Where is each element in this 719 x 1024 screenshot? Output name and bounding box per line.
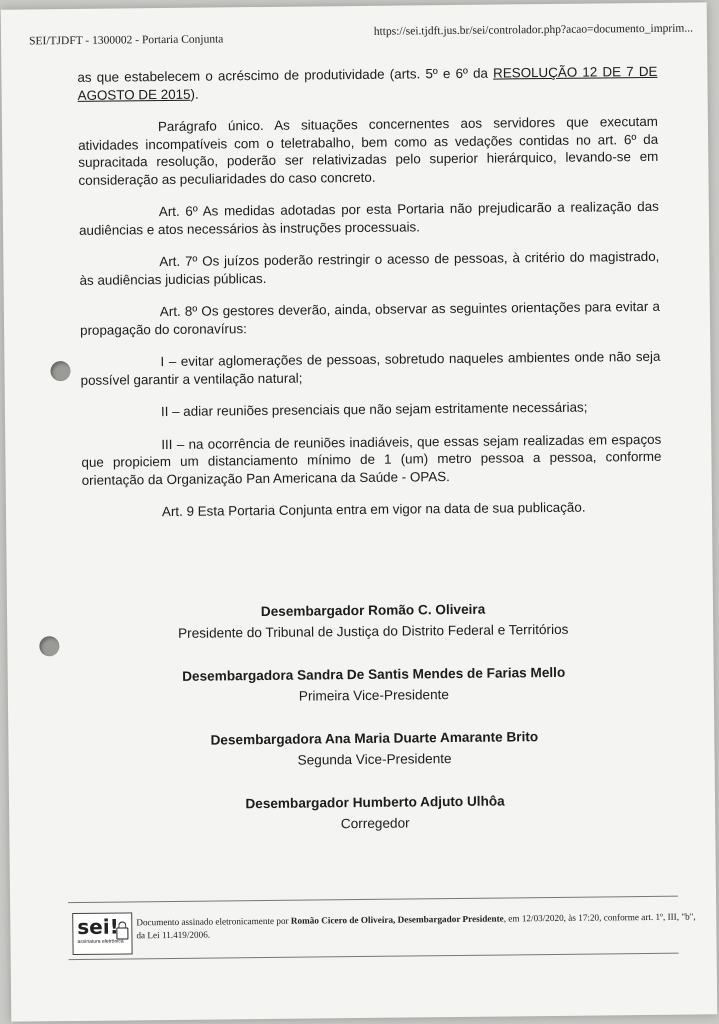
sei-logo-subtext: assinatura eletrônica xyxy=(77,938,124,945)
signer-role: Presidente do Tribunal de Justiça do Distrito Federal e Territórios xyxy=(177,621,569,641)
article-7: Art. 7º Os juízos poderão restringir o acesso de pessoas, à critério do magistrado, às audiências judicias públicas. xyxy=(79,248,660,288)
header-document-id: SEI/TJDFT - 1300002 - Portaria Conjunta xyxy=(28,33,224,48)
signer-name: Desembargador Romão C. Oliveira xyxy=(260,601,486,620)
punch-hole-icon xyxy=(50,361,70,381)
signature-corregedor xyxy=(85,789,665,837)
item-iii: III – na ocorrência de reuniões inadiáveis, que essas sejam realizadas em espaços que propiciem um distanciamento mínimo de 1 (um) metro pessoa a pessoa, conforme orientação da Organização Pan Americana da Saúde - OPAS. xyxy=(81,431,662,488)
signer-role: Segunda Vice-Presidente xyxy=(297,751,452,768)
signer-name: Desembargadora Sandra De Santis Mendes de Farias Mello xyxy=(182,664,566,684)
signature-block xyxy=(83,597,666,859)
signature-note-signer: Romão Cicero de Oliveira, Desembargador Presidente xyxy=(290,913,504,926)
signature-first-vice xyxy=(84,661,664,709)
continuation-end: ). xyxy=(190,86,199,102)
signer-role: Primeira Vice-Presidente xyxy=(298,687,450,704)
sei-logo xyxy=(72,912,132,955)
article-8: Art. 8º Os gestores deverão, ainda, observar as seguintes orientações para evitar a propagação do coronavírus: xyxy=(79,298,660,338)
punch-hole-icon xyxy=(39,636,59,656)
item-ii: II – adiar reuniões presenciais que não sejam estritamente necessárias; xyxy=(160,399,588,420)
resolution-link[interactable]: RESOLUÇÃO 12 DE 7 DE AGOSTO DE 2015 xyxy=(77,63,658,103)
sei-logo-text: sei! xyxy=(77,914,119,939)
signature-note-text: Documento assinado eletronicamente por xyxy=(136,915,291,928)
continuation-paragraph xyxy=(77,63,657,104)
lock-icon xyxy=(116,927,128,939)
signature-president xyxy=(83,597,663,645)
header-url: https://sei.tjdft.jus.br/sei/controlador.php?acao=documento_imprim... xyxy=(373,22,694,38)
item-i: I – evitar aglomerações de pessoas, sobretudo naqueles ambientes onde não seja possível garantir a ventilação natural; xyxy=(80,348,661,388)
article-6: Art. 6º As medidas adotadas por esta Portaria não prejudicarão a realização das audiências e atos necessários às instruções processuais. xyxy=(78,198,659,238)
article-9: Art. 9 Esta Portaria Conjunta entra em vigor na data de sua publicação. xyxy=(161,499,586,520)
paragrafo-unico: Parágrafo único. As situações concernentes aos servidores que executam atividades incompatíveis com o teletrabalho, bem como as vedações contidas no art. 6º da supracitada resolução, poderão ser relativizadas pelo superior hierárquico, levando-se em consideração as peculiaridades do caso concreto. xyxy=(78,113,659,188)
signature-note-legal: , em 12/03/2020, às 17:20, conforme art. 1º, III, "b", da Lei 11.419/2006. xyxy=(136,911,696,941)
signer-name: Desembargadora Ana Maria Duarte Amarante Brito xyxy=(210,729,539,748)
continuation-text: as que estabelecem o acréscimo de produtividade (arts. 5º e 6º da xyxy=(77,65,494,85)
footer-bottom-divider xyxy=(69,953,679,960)
footer-divider xyxy=(68,896,678,903)
signer-name: Desembargador Humberto Adjuto Ulhôa xyxy=(245,793,505,812)
document-body xyxy=(77,63,662,522)
signature-second-vice xyxy=(84,725,664,773)
electronic-signature-note xyxy=(136,910,696,942)
signer-role: Corregedor xyxy=(340,815,410,832)
document-page xyxy=(1,2,718,1021)
